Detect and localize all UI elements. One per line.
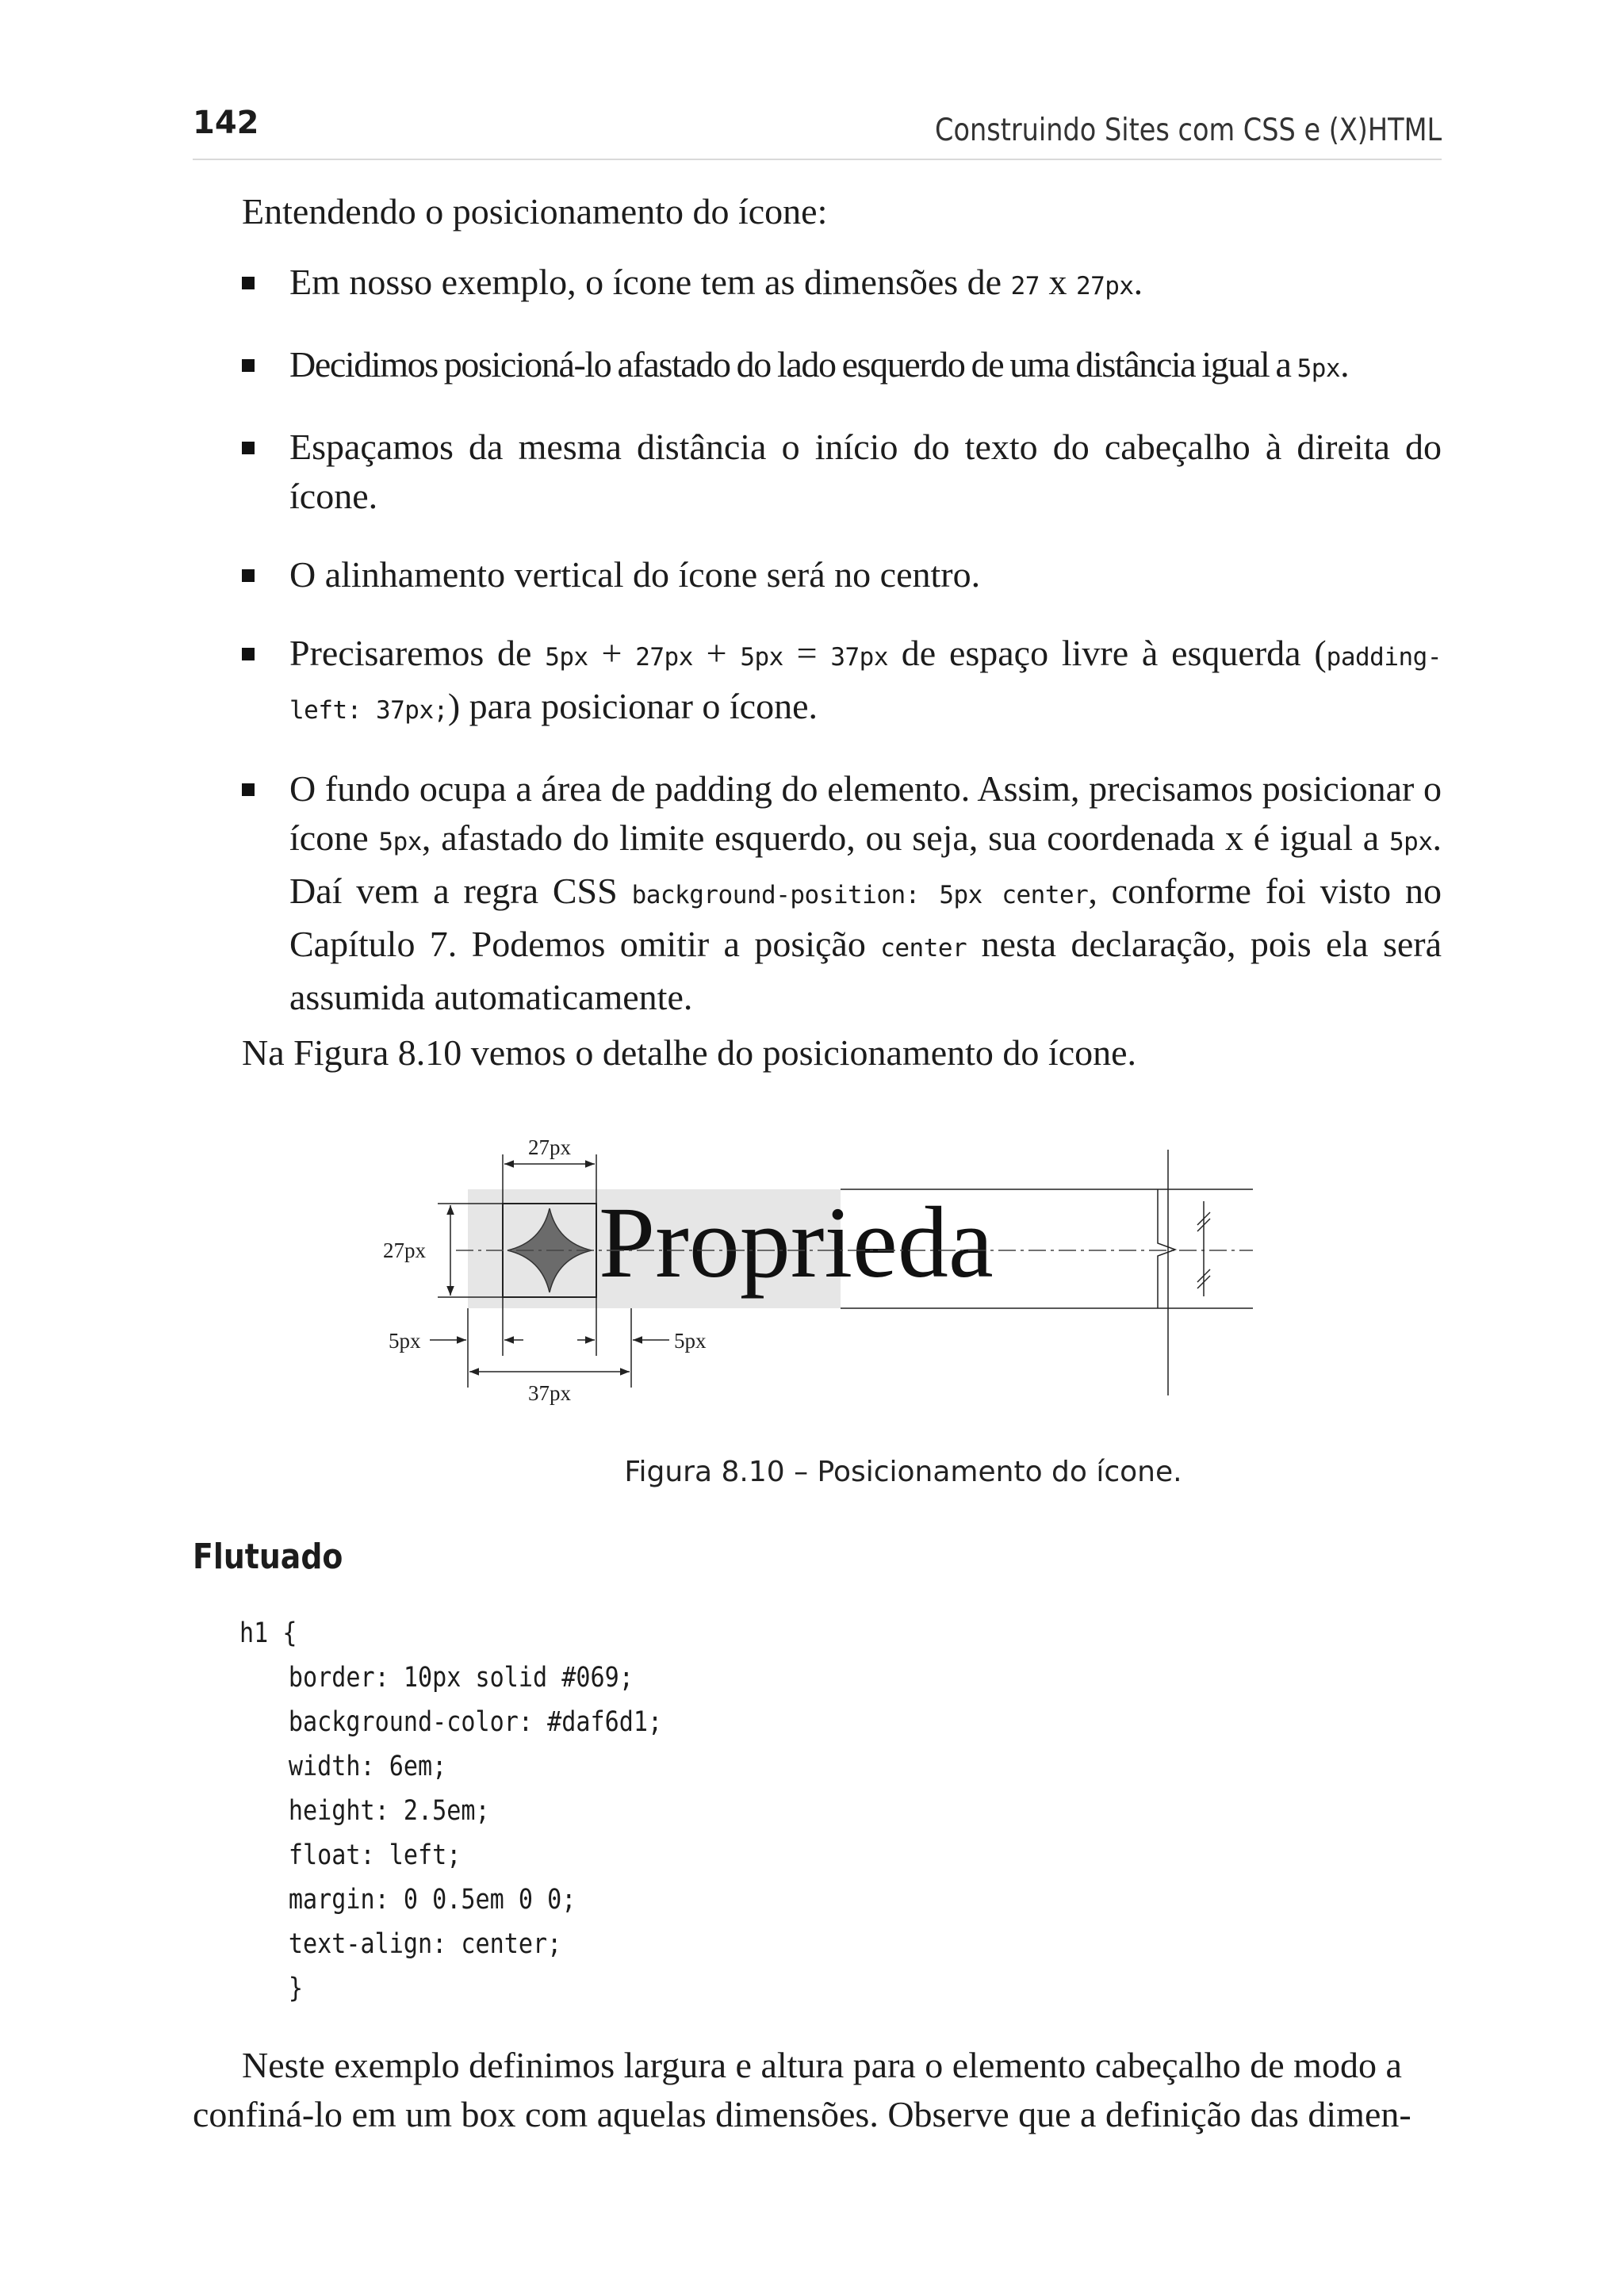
width-label: 27px <box>528 1135 571 1159</box>
bullet-marker <box>242 569 255 582</box>
list-item: Espaçamos da mesma distância o início do texto do cabeçalho à direita do ícone. <box>193 423 1442 521</box>
code-line: margin: 0 0.5em 0 0; <box>288 1884 576 1916</box>
bullet-marker <box>242 442 255 454</box>
right-gap-label: 5px <box>674 1329 707 1353</box>
code-line: } <box>288 1973 304 2004</box>
code-line: h1 { <box>239 1617 297 1649</box>
code-block <box>239 1611 731 2011</box>
code-line: text-align: center; <box>288 1928 562 1960</box>
running-title: Construindo Sites com CSS e (X)HTML <box>934 113 1442 148</box>
bullet-marker <box>242 783 255 796</box>
list-item: Em nosso exemplo, o ícone tem as dimensões de 27 x 27px. <box>193 258 1442 311</box>
list-item: O alinhamento vertical do ícone será no centro. <box>193 550 1442 599</box>
code-line: height: 2.5em; <box>288 1795 490 1827</box>
page-header <box>193 101 1442 160</box>
left-gap-label: 5px <box>389 1329 421 1353</box>
icon-positioning-diagram <box>373 1126 1261 1411</box>
list-item: Precisaremos de 5px + 27px + 5px = 37px de espaço livre à esquerda (padding-left: 37px;) para posicionar o ícone. <box>193 629 1442 735</box>
bullet-list <box>193 258 1442 1051</box>
list-item: Decidimos posicioná-lo afastado do lado esquerdo de uma distância igual a 5px. <box>193 340 1442 393</box>
closing-line: Neste exemplo definimos largura e altura para o elemento cabeçalho de modo a <box>242 2045 1402 2085</box>
section-heading: Flutuado <box>193 1537 343 1577</box>
total-padding-label: 37px <box>528 1381 571 1405</box>
page-number: 142 <box>193 105 259 141</box>
height-label: 27px <box>383 1238 426 1262</box>
code-line: float: left; <box>288 1839 462 1871</box>
closing-paragraph <box>193 2041 1442 2139</box>
heading-sample-text: Proprieda <box>599 1186 994 1299</box>
figure-intro-paragraph: Na Figura 8.10 vemos o detalhe do posicionamento do ícone. <box>242 1032 1137 1073</box>
code-line: width: 6em; <box>288 1751 447 1782</box>
bullet-marker <box>242 648 255 660</box>
break-symbol <box>1158 1189 1175 1308</box>
code-line: border: 10px solid #069; <box>288 1662 634 1694</box>
code-line: background-color: #daf6d1; <box>288 1706 663 1738</box>
figure-caption: Figura 8.10 – Posicionamento do ícone. <box>624 1456 1182 1488</box>
bullet-marker <box>242 359 255 372</box>
intro-paragraph: Entendendo o posicionamento do ícone: <box>242 191 828 232</box>
bullet-marker <box>242 277 255 289</box>
closing-line: confiná-lo em um box com aquelas dimensões. Observe que a definição das dimen- <box>193 2094 1411 2134</box>
list-item: O fundo ocupa a área de padding do elemento. Assim, precisamos posicionar o ícone 5px, afastado do limite esquerdo, ou seja, sua coordenada x é igual a 5px. Daí vem a regra CSS background-position: 5px center, conforme foi visto no Capítulo 7. Podemos omitir a posição center nesta declaração, pois ela será assumida automaticamente. <box>193 764 1442 1022</box>
